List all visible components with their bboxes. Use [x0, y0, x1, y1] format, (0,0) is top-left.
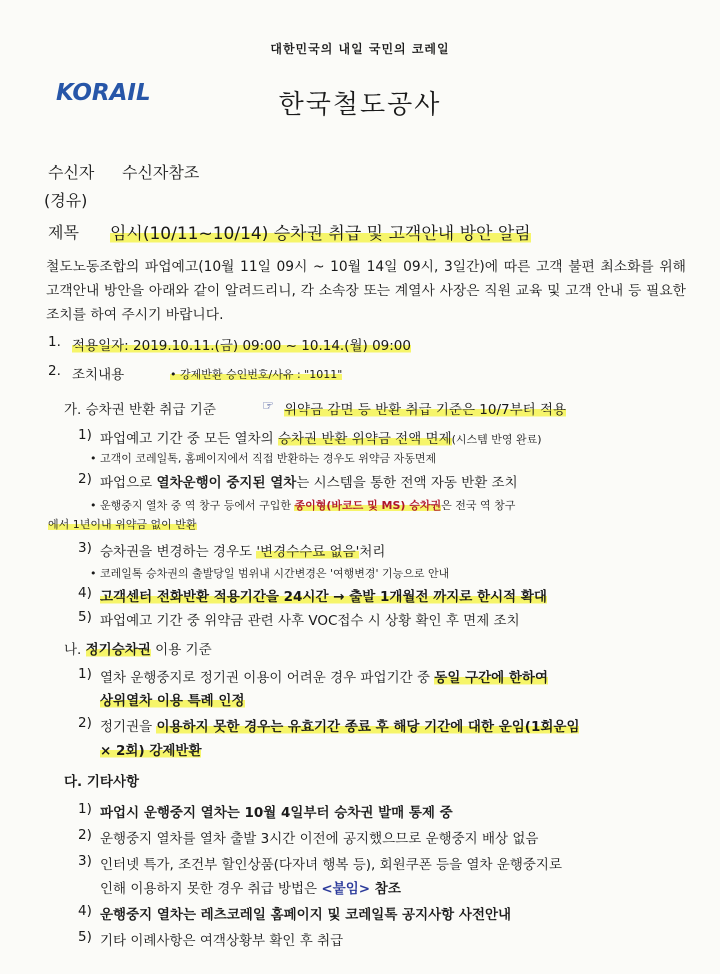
- ga-note: [284, 398, 566, 418]
- ga-item2-c: 는 시스템을 통한 전액 자동 반환 조치: [296, 475, 518, 491]
- da-item5: 기타 이례사항은 여객상황부 확인 후 취급: [100, 933, 344, 949]
- na-item2-number: 2): [78, 715, 92, 731]
- da-item1: 파업시 운행중지 열차는 10월 4일부터 승차권 발매 통제 중: [100, 805, 453, 821]
- subject-label: 제목: [48, 223, 79, 242]
- ga-item4: [100, 585, 547, 605]
- s1-value: : 2019.10.11.(금) 09:00 ~ 10.14.(월) 09:00: [124, 338, 411, 354]
- da-item4: 운행중지 열차는 레츠코레일 홈페이지 및 코레일톡 공지사항 사전안내: [100, 907, 512, 923]
- s1-number: 1.: [48, 334, 61, 350]
- s2-label: 조치내용: [72, 367, 125, 383]
- da-title: 다. 기타사항: [64, 774, 140, 790]
- ga-item3-b: '변경수수료 없음': [256, 544, 360, 560]
- ga-item1-a: 파업예고 기간 중 모든 열차의: [100, 431, 278, 447]
- ga-item2: [100, 471, 518, 491]
- ga-item3-sub: • 코레일톡 승차권의 출발당일 범위내 시간변경은 '여행변경' 기능으로 안내: [90, 567, 450, 580]
- ga-item3: [100, 540, 385, 560]
- na-item2-a: 정기권을: [100, 719, 157, 735]
- org-name: 한국철도공사: [278, 90, 442, 120]
- ga-item4-text: 고객센터 전화반환 적용기간을 24시간 → 출발 1개월전 까지로 한시적 확대: [100, 589, 547, 605]
- ga-item2-sub-a: • 운행중지 열차 중 역 창구 등에서 구입한: [90, 499, 295, 512]
- ga-item3-number: 3): [78, 540, 92, 556]
- recipient-label: 수신자: [48, 163, 95, 182]
- da-item3-c: 참조: [370, 881, 401, 897]
- da-item2: 운행중지 열차를 열차 출발 3시간 이전에 공지했으므로 운행중지 배상 없음: [100, 831, 539, 847]
- s2-number: 2.: [48, 363, 61, 379]
- na-item1-a: 열차 운행중지로 정기권 이용이 어려운 경우 파업기간 중: [100, 670, 435, 686]
- attachment-ref: <붙임>: [321, 881, 371, 897]
- ga-item3-a: 승차권을 변경하는 경우도: [100, 544, 257, 560]
- ga-item1-b: 승차권 반환 위약금 전액 면제: [277, 431, 452, 447]
- na-item1-cont: [100, 689, 245, 709]
- ga-item1-number: 1): [78, 427, 92, 443]
- ga-item2-a: 파업으로: [100, 475, 157, 491]
- ga-item2-sub: [90, 497, 515, 513]
- s1-line: [72, 334, 411, 354]
- ga-item5-number: 5): [78, 609, 92, 625]
- logo-text: KORAIL: [56, 80, 151, 106]
- na-item1-b: 동일 구간에 한하여: [434, 670, 549, 686]
- recipient-value: 수신자참조: [122, 163, 200, 182]
- s2-note-text: • 강제반환 승인번호/사유 : "1011": [170, 368, 343, 381]
- na-title: [64, 638, 212, 658]
- na-item2-d: × 2회) 강제반환: [100, 743, 202, 759]
- subject-value: [110, 219, 531, 244]
- ga-item2-sub-d: 에서 1년이내 위약금 없이 반환: [48, 518, 197, 531]
- da-item4-number: 4): [78, 903, 92, 919]
- ga-pointer-icon: ☞: [262, 398, 275, 414]
- via-label: (경유): [44, 191, 88, 210]
- ga-item2-sub-b: 종이형(바코드 및 MS) 승차권: [294, 499, 442, 512]
- na-item1-d: 상위열차 이용 특례 인정: [100, 693, 245, 709]
- da-item3: 인터넷 특가, 조건부 할인상품(다자녀 행복 등), 회원쿠폰 등을 열차 운행중지로: [100, 857, 563, 873]
- ga-item5: 파업예고 기간 중 위약금 관련 사후 VOC접수 시 상황 확인 후 면제 조치: [100, 613, 520, 629]
- ga-item4-number: 4): [78, 585, 92, 601]
- ga-item2-sub-c: 은 전국 역 창구: [441, 499, 516, 512]
- ga-item3-c: 처리: [359, 544, 386, 560]
- intro-paragraph: 철도노동조합의 파업예고(10월 11일 09시 ~ 10월 14일 09시, 3일간)에 따른 고객 불편 최소화를 위해 고객안내 방안을 아래와 같이 알려드리니, 각 소속장 또는 계열사 사장은 직원 교육 및 고객 안내 등 필요한 조치를 하여 주시기 바랍니다.: [46, 259, 686, 323]
- ga-item2-number: 2): [78, 471, 92, 487]
- na-item2-b: 이용하지 못한 경우는 유효기간 종료 후 해당 기간에 대한 운임(1회운임: [156, 719, 580, 735]
- ga-note-text: 위약금 감면 등 반환 취급 기준은 10/7부터 적용: [284, 402, 567, 418]
- ga-item2-sub-cont: [48, 516, 197, 532]
- ga-title: 가. 승차권 반환 취급 기준: [64, 402, 216, 418]
- na-prefix: 나.: [64, 642, 82, 658]
- na-title-c: 이용 기준: [150, 642, 212, 658]
- slogan: 대한민국의 내일 국민의 코레일: [270, 42, 450, 56]
- na-item2-cont: [100, 739, 201, 759]
- na-item1-number: 1): [78, 666, 92, 682]
- subject-text: 임시(10/11~10/14) 승차권 취급 및 고객안내 방안 알림: [110, 224, 531, 244]
- na-title-b: 정기승차권: [85, 642, 151, 658]
- ga-item2-b: 열차운행이 중지된 열차: [156, 475, 297, 491]
- ga-item1: [100, 427, 542, 447]
- da-item3-cont: [100, 877, 401, 897]
- na-item2: [100, 715, 579, 735]
- da-item1-number: 1): [78, 801, 92, 817]
- na-item1: [100, 666, 548, 686]
- da-item3-a: 인해 이용하지 못한 경우 취급 방법은: [100, 881, 322, 897]
- ga-item1-c: (시스템 반영 완료): [451, 433, 542, 446]
- s1-label: 적용일자: [72, 338, 125, 354]
- ga-item1-sub: • 고객이 코레일톡, 홈페이지에서 직접 반환하는 경우도 위약금 자동면제: [90, 452, 437, 465]
- da-item3-number: 3): [78, 853, 92, 869]
- da-item5-number: 5): [78, 929, 92, 945]
- s2-note: [170, 366, 342, 382]
- da-item2-number: 2): [78, 827, 92, 843]
